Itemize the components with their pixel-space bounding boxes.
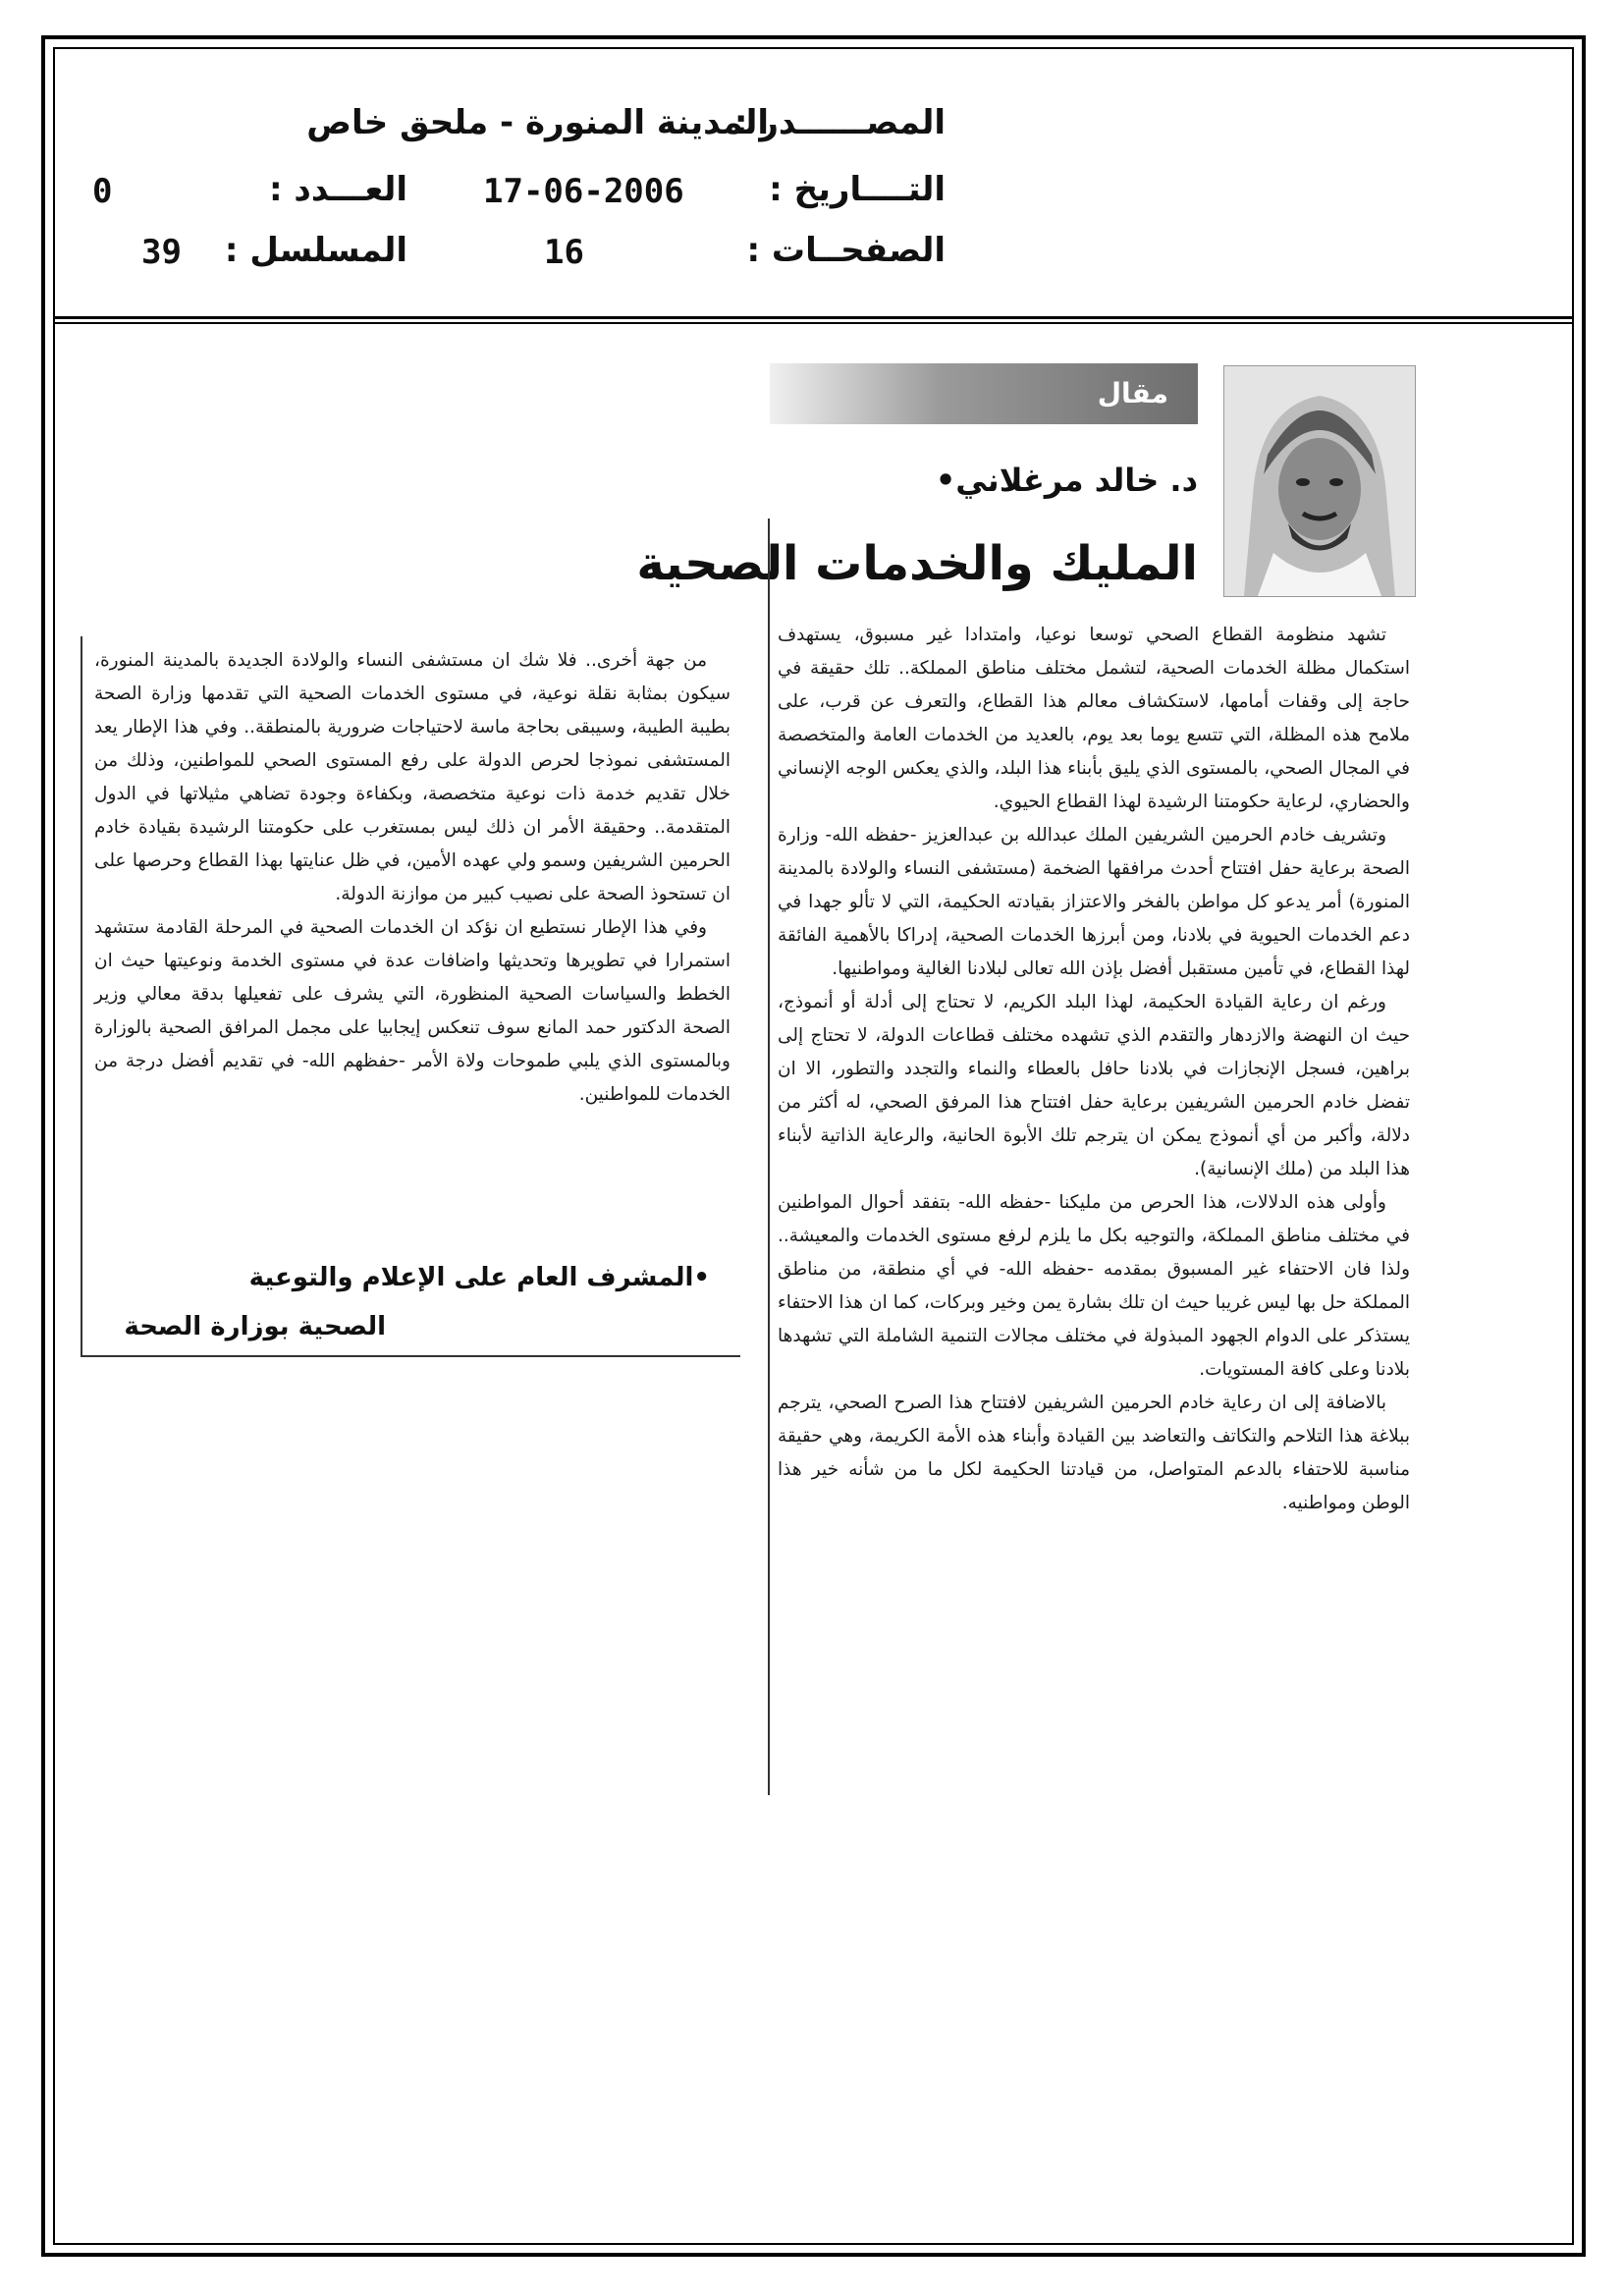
right-paragraph: ورغم ان رعاية القيادة الحكيمة، لهذا البلد الكريم، لا تحتاج إلى أدلة أو أنموذج، حيث ان النهضة والازدهار والتقدم الذي تشهده مختلف قطاعات الدولة، لا تحتاج إلى براهين، فسجل الإنجازات في بلادنا حافل بالعطاء والنماء والتجدد والتطور، الا ان تفضل خادم الحرمين الشريفين برعاية حفل افتتاح هذا المرفق الصحي، له أكثر من دلالة، وأكبر من أي أنموذج يمكن ان يترجم تلك الأبوة الحانية، والرعاية الذاتية لأبناء هذا البلد من (ملك الإنسانية). bbox=[778, 992, 1410, 1179]
author-name: د. خالد مرغلاني• bbox=[935, 462, 1198, 499]
author-portrait-image bbox=[1224, 366, 1415, 596]
author-photo bbox=[1223, 365, 1416, 597]
right-article-column bbox=[778, 619, 1410, 1797]
right-paragraph: بالاضافة إلى ان رعاية خادم الحرمين الشريفين لافتتاح هذا الصرح الصحي، يترجم ببلاغة هذا التلاحم والتكاتف والتعاضد بين القيادة وأبناء هذه الأمة الكريمة، وهي حقيقة مناسبة للاحتفاء بالدعم المتواصل، من قيادتنا الحكيمة لكل ما من شأنه خير هذا الوطن ومواطنيه. bbox=[778, 1393, 1410, 1513]
date-label: التــــاريخ : bbox=[769, 170, 946, 209]
issue-label: العـــدد : bbox=[269, 170, 407, 209]
author-affiliation-line-2: الصحية بوزارة الصحة bbox=[124, 1312, 386, 1341]
serial-label: المسلسل : bbox=[224, 231, 407, 270]
pages-value: 16 bbox=[544, 233, 584, 272]
left-article-column bbox=[94, 644, 730, 1243]
pages-label: الصفحــات : bbox=[746, 231, 946, 270]
right-paragraph: تشهد منظومة القطاع الصحي توسعا نوعيا، وامتدادا غير مسبوق، يستهدف استكمال مظلة الخدمات الصحية، لتشمل مختلف مناطق المملكة.. تلك حقيقة في حاجة إلى وقفات أمامها، لاستكشاف معالم هذا القطاع، والتعرف عن قرب، على ملامح هذه المظلة، التي تتسع يوما بعد يوم، بالعديد من الخدمات العامة والمتخصصة في المجال الصحي، بالمستوى الذي يليق بأبناء هذا البلد، والذي يعكس الوجه الإنساني والحضاري، لرعاية حكومتنا الرشيدة لهذا القطاع الحيوي. bbox=[778, 625, 1410, 812]
article-headline: المليك والخدمات الصحية bbox=[636, 536, 1198, 591]
left-paragraph: وفي هذا الإطار نستطيع ان نؤكد ان الخدمات الصحية في المرحلة القادمة ستشهد استمرارا في تطويرها وتحديثها واضافات عدة في مستوى الخدمة ونوعيتها حيث ان الخطط والسياسات الصحية المنظورة، التي يشرف على تفعيلها بدقة معالي وزير الصحة الدكتور حمد المانع سوف تنعكس إيجابيا على مجمل المرافق الصحية بالوزارة وبالمستوى الذي يلبي طموحات ولاة الأمر -حفظهم الله- في تقديم أفضل درجة من الخدمات للمواطنين. bbox=[94, 917, 730, 1105]
right-paragraph: وتشريف خادم الحرمين الشريفين الملك عبدالله بن عبدالعزيز -حفظه الله- وزارة الصحة برعاية حفل افتتاح أحدث مرافقها الضخمة (مستشفى النساء والولادة بالمدينة المنورة) أمر يدعو كل مواطن بالفخر والاعتزاز بقيادته الحكيمة، التي لا تألو جهدا في دعم الخدمات الحيوية في بلادنا، ومن أبرزها الخدمات الصحية، إدراكا بالأهمية الفائقة لهذا القطاع، في تأمين مستقبل أفضل بإذن الله تعالى لبلادنا الغالية ومواطنيها. bbox=[778, 825, 1410, 979]
source-value: المدينة المنورة - ملحق خاص bbox=[306, 103, 769, 142]
issue-value: 0 bbox=[92, 172, 113, 211]
serial-value: 39 bbox=[141, 233, 182, 272]
source-label: المصــــــدر : bbox=[733, 103, 946, 142]
date-value: 17-06-2006 bbox=[483, 172, 684, 211]
author-affiliation-line-1: •المشرف العام على الإعلام والتوعية bbox=[248, 1263, 710, 1292]
section-banner bbox=[770, 363, 1198, 424]
right-column-rule bbox=[768, 519, 770, 1795]
section-label: مقال bbox=[1097, 377, 1168, 410]
left-paragraph: من جهة أخرى.. فلا شك ان مستشفى النساء والولادة الجديدة بالمدينة المنورة، سيكون بمثابة نقلة نوعية، في مستوى الخدمات الصحية التي تقدمها وزارة الصحة بطيبة الطيبة، وسيبقى بحاجة ماسة لاحتياجات ضرورية بالمنطقة.. وفي هذا الإطار يعد المستشفى نموذجا لحرص الدولة على رفع المستوى الصحي للمواطنين، وذلك من خلال تقديم خدمة ذات نوعية متخصصة، وبكفاءة وجودة تضاهي مثيلاتها في الدول المتقدمة.. وحقيقة الأمر ان ذلك ليس بمستغرب على حكومتنا الرشيدة بقيادة خادم الحرمين الشريفين وسمو ولي عهده الأمين، في ظل عنايتها بهذا القطاع وحرصها على ان تستحوذ الصحة على نصيب كبير من موازنة الدولة. bbox=[94, 650, 730, 904]
right-paragraph: وأولى هذه الدلالات، هذا الحرص من مليكنا -حفظه الله- بتفقد أحوال المواطنين في مختلف مناطق المملكة، والتوجيه بكل ما يلزم لرفع مستوى الخدمات والمعيشة.. ولذا فان الاحتفاء غير المسبوق بمقدمه -حفظه الله- في أي منطقة، من مناطق المملكة حل بها ليس غريبا حيث ان تلك بشارة يمن وخير وبركات، كما ان هذا الاحتفاء يستذكر على الدوام الجهود المبذولة في مختلف مجالات التنمية الشاملة التي تشهدها بلادنا وعلى كافة المستويات. bbox=[778, 1192, 1410, 1380]
header-separator bbox=[53, 316, 1574, 324]
